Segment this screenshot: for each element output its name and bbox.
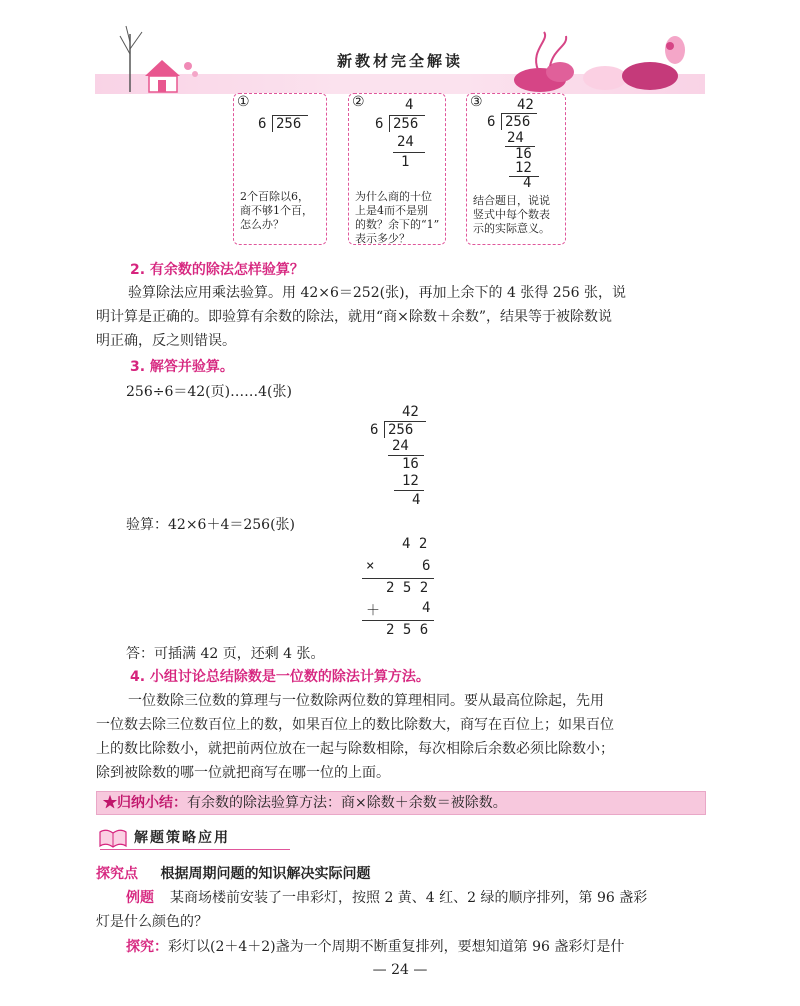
- strategy-title: 解题策略应用: [134, 830, 230, 846]
- division-bracket: [272, 116, 273, 132]
- dividend: 256: [393, 116, 419, 132]
- section-4-text: 一位数除三位数的算理与一位数除两位数的算理相同。要从最高位除起，先用 一位数去除三位数百位上的数，如果百位上的数比除数大，商写在百位上；如果百位 上的数比除数小，就把前两位放在一起与除数相除，每次相除后余数必须比除数小； 除到被除数的哪一位就把商写在哪一位的上面。: [96, 693, 614, 781]
- divisor: 6: [258, 116, 267, 132]
- mult-top: 4 2: [402, 536, 428, 552]
- subtract-line: [393, 152, 425, 153]
- open-book-icon: [98, 824, 128, 850]
- step-note: 结合题目，说说 竖式中每个数表 示的实际意义。: [473, 194, 550, 235]
- step-number: ③: [470, 94, 483, 110]
- mult-times: 6: [422, 558, 431, 574]
- section-2-text: 验算除法应用乘法验算。用 42×6＝252(张)，再加上余下的 4 张得 256 张，说 明计算是正确的。即验算有余数的除法，就用“商×除数＋余数”，结果等于被除数说 明正确，反之则错误。: [96, 285, 626, 349]
- dividend: 256: [276, 116, 302, 132]
- example: 例题 某商场楼前安装了一串彩灯，按照 2 黄、4 红、2 绿的顺序排列，第 96 盏彩 灯是什么颜色的？: [96, 890, 648, 930]
- division-row: 24: [392, 438, 409, 454]
- quotient: 42: [517, 97, 534, 113]
- summary-bar: [96, 791, 706, 815]
- step-number: ②: [352, 94, 365, 110]
- dividend: 256: [388, 422, 414, 438]
- product: 24: [397, 134, 414, 150]
- probe-label: 探究点: [96, 866, 138, 882]
- step-note: 为什么商的十位 上是4而不是别 的数？余下的“1” 表示多少？: [355, 190, 440, 245]
- divisor: 6: [487, 114, 496, 130]
- division-bracket: [384, 422, 385, 438]
- division-bracket: [501, 114, 502, 130]
- page-number: — 24 —: [372, 962, 428, 978]
- dividend: 256: [505, 114, 531, 130]
- probe-title: 根据周期问题的知识解决实际问题: [160, 866, 371, 882]
- strategy-underline: [100, 849, 290, 850]
- step-number: ①: [237, 94, 250, 110]
- vertical-multiplication: [362, 536, 442, 641]
- division-row: 12: [515, 160, 532, 176]
- mult-addend: 4: [422, 600, 431, 616]
- equation: 256÷6＝42(页)……4(张): [126, 384, 292, 400]
- section-2-heading: 2. 有余数的除法怎样验算？: [130, 262, 304, 278]
- section-4-heading: 4. 小组讨论总结除数是一位数的除法计算方法。: [130, 669, 430, 685]
- mult-result: 2 5 6: [386, 622, 429, 638]
- division-row: 16: [515, 146, 532, 162]
- divisor: 6: [370, 422, 379, 438]
- division-row: 4: [523, 175, 532, 191]
- step-box-3: [466, 93, 566, 245]
- mult-product: 2 5 2: [386, 580, 429, 596]
- long-division: [368, 404, 448, 514]
- check-label: 验算：42×6＋4＝256(张): [126, 517, 296, 533]
- times-sign: ×: [366, 558, 375, 574]
- add-line: [362, 620, 434, 621]
- page-header: [0, 0, 800, 100]
- division-row: 16: [402, 456, 419, 472]
- explore-label: 探究：: [126, 939, 168, 955]
- summary-text: 有余数的除法验算方法：商×除数＋余数＝被除数。: [187, 795, 507, 811]
- subtract-line: [394, 490, 424, 491]
- probe-line: [96, 863, 370, 883]
- division-row: 12: [402, 473, 419, 489]
- explore: 探究：彩灯以(2＋4＋2)盏为一个周期不断重复排列，要想知道第 96 盏彩灯是什: [126, 939, 625, 955]
- division-row: 4: [412, 492, 421, 508]
- answer: 答：可插满 42 页，还剩 4 张。: [126, 646, 325, 662]
- quotient: 4: [405, 97, 414, 113]
- summary-label: ★归纳小结：: [103, 795, 187, 811]
- section-3-heading: 3. 解答并验算。: [130, 359, 234, 375]
- division-bracket: [389, 116, 390, 132]
- mult-line: [362, 578, 434, 579]
- remainder: 1: [401, 154, 410, 170]
- step-box-2: [348, 93, 446, 245]
- header-title: 新教材完全解读: [336, 52, 463, 70]
- division-row: 24: [507, 130, 524, 146]
- quotient: 42: [402, 404, 419, 420]
- step-box-1: [233, 93, 327, 245]
- step-note: 2个百除以6， 商不够1个百， 怎么办？: [240, 190, 313, 231]
- plus-sign: ＋: [366, 603, 380, 619]
- divisor: 6: [375, 116, 384, 132]
- example-label: 例题: [126, 890, 154, 906]
